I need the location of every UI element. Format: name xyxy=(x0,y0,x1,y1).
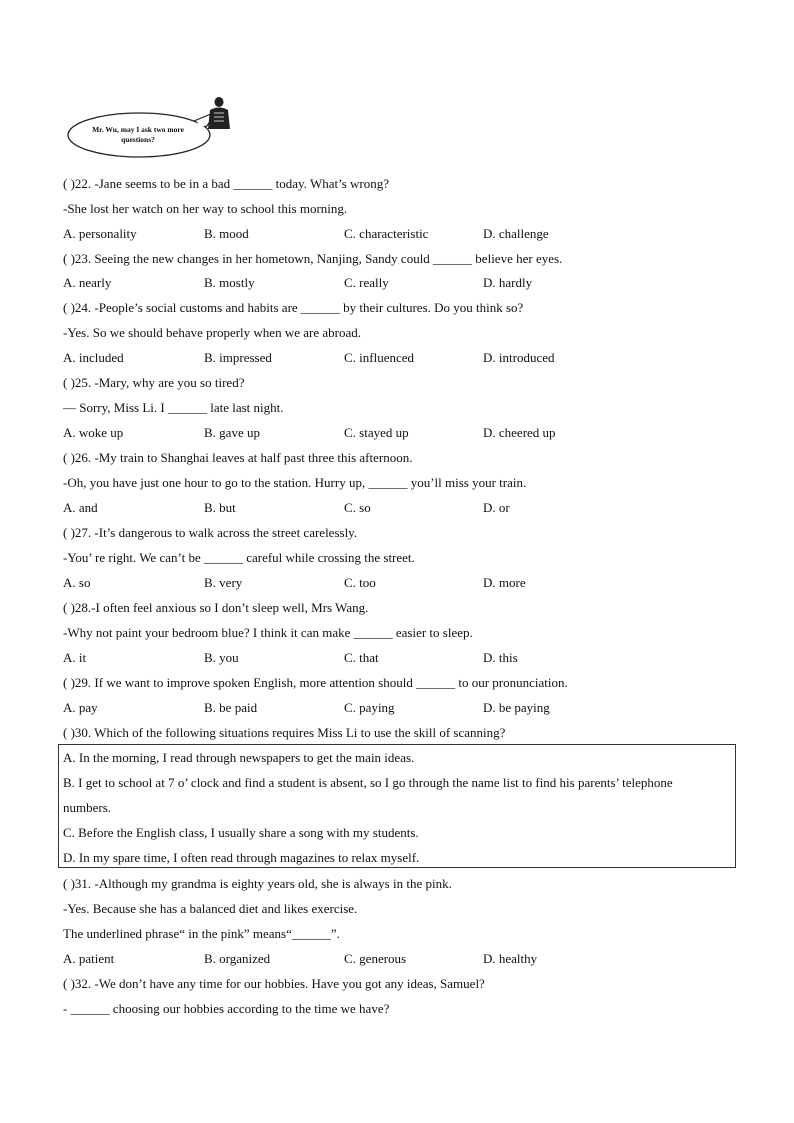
teacher-figure-icon xyxy=(204,96,234,132)
option-27-a: A. so xyxy=(63,575,91,590)
option-28-b: B. you xyxy=(204,650,239,665)
question-27-response: -You’ re right. We can’t be ______ careful while crossing the street. xyxy=(63,550,415,565)
option-26-a: A. and xyxy=(63,500,98,515)
question-26: ( )26. -My train to Shanghai leaves at half past three this afternoon. xyxy=(63,450,413,465)
question-32-response: - ______ choosing our hobbies according to the time we have? xyxy=(63,1001,390,1016)
question-27: ( )27. -It’s dangerous to walk across the street carelessly. xyxy=(63,525,358,540)
question-24-response: -Yes. So we should behave properly when we are abroad. xyxy=(63,325,361,340)
option-28-a: A. it xyxy=(63,650,87,665)
option-27-b: B. very xyxy=(204,575,243,590)
option-26-d: D. or xyxy=(483,500,510,515)
option-27-c: C. too xyxy=(344,575,376,590)
option-30-b-cont: numbers. xyxy=(63,800,112,815)
question-26-response: -Oh, you have just one hour to go to the station. Hurry up, ______ you’ll miss your train. xyxy=(63,475,527,490)
question-29: ( )29. If we want to improve spoken English, more attention should ______ to our pronunciation. xyxy=(63,675,568,690)
option-22-a: A. personality xyxy=(63,226,137,241)
question-28-response: -Why not paint your bedroom blue? I think it can make ______ easier to sleep. xyxy=(63,625,473,640)
option-25-d: D. cheered up xyxy=(483,425,556,440)
question-24: ( )24. -People’s social customs and habits are ______ by their cultures. Do you think so? xyxy=(63,300,524,315)
question-30: ( )30. Which of the following situations requires Miss Li to use the skill of scanning? xyxy=(63,725,506,740)
option-22-b: B. mood xyxy=(204,226,249,241)
bubble-text: Mr. Wu, may I ask two more questions? xyxy=(92,125,184,144)
option-29-d: D. be paying xyxy=(483,700,550,715)
option-31-c: C. generous xyxy=(344,951,407,966)
option-26-b: B. but xyxy=(204,500,236,515)
option-25-b: B. gave up xyxy=(204,425,260,440)
option-30-b: B. I get to school at 7 o’ clock and find a student is absent, so I go through the name list to find his parents’ telephone xyxy=(63,775,673,790)
question-25-response: — Sorry, Miss Li. I ______ late last night. xyxy=(63,400,284,415)
option-23-b: B. mostly xyxy=(204,275,255,290)
option-29-c: C. paying xyxy=(344,700,395,715)
question-31: ( )31. -Although my grandma is eighty years old, she is always in the pink. xyxy=(63,876,452,891)
option-23-d: D. hardly xyxy=(483,275,533,290)
option-22-c: C. characteristic xyxy=(344,226,429,241)
option-30-d: D. In my spare time, I often read through magazines to relax myself. xyxy=(63,850,420,865)
option-31-b: B. organized xyxy=(204,951,271,966)
question-22-response: -She lost her watch on her way to school this morning. xyxy=(63,201,348,216)
option-25-c: C. stayed up xyxy=(344,425,409,440)
question-25: ( )25. -Mary, why are you so tired? xyxy=(63,375,245,390)
option-30-a: A. In the morning, I read through newspapers to get the main ideas. xyxy=(63,750,415,765)
question-28: ( )28.-I often feel anxious so I don’t sleep well, Mrs Wang. xyxy=(63,600,369,615)
option-28-d: D. this xyxy=(483,650,518,665)
option-24-a: A. included xyxy=(63,350,124,365)
option-30-c: C. Before the English class, I usually share a song with my students. xyxy=(63,825,419,840)
option-24-b: B. impressed xyxy=(204,350,272,365)
option-24-d: D. introduced xyxy=(483,350,555,365)
option-25-a: A. woke up xyxy=(63,425,124,440)
question-23: ( )23. Seeing the new changes in her hometown, Nanjing, Sandy could ______ believe her eyes. xyxy=(63,251,563,266)
question-31-response: -Yes. Because she has a balanced diet and likes exercise. xyxy=(63,901,358,916)
question-32: ( )32. -We don’t have any time for our hobbies. Have you got any ideas, Samuel? xyxy=(63,976,485,991)
option-31-a: A. patient xyxy=(63,951,115,966)
option-23-c: C. really xyxy=(344,275,389,290)
option-24-c: C. influenced xyxy=(344,350,415,365)
question-31-prompt: The underlined phrase“ in the pink” means“______”. xyxy=(63,926,340,941)
option-22-d: D. challenge xyxy=(483,226,549,241)
option-28-c: C. that xyxy=(344,650,379,665)
option-29-a: A. pay xyxy=(63,700,98,715)
option-27-d: D. more xyxy=(483,575,526,590)
question-22: ( )22. -Jane seems to be in a bad ______ today. What’s wrong? xyxy=(63,176,390,191)
option-29-b: B. be paid xyxy=(204,700,258,715)
option-26-c: C. so xyxy=(344,500,371,515)
option-31-d: D. healthy xyxy=(483,951,538,966)
option-23-a: A. nearly xyxy=(63,275,112,290)
